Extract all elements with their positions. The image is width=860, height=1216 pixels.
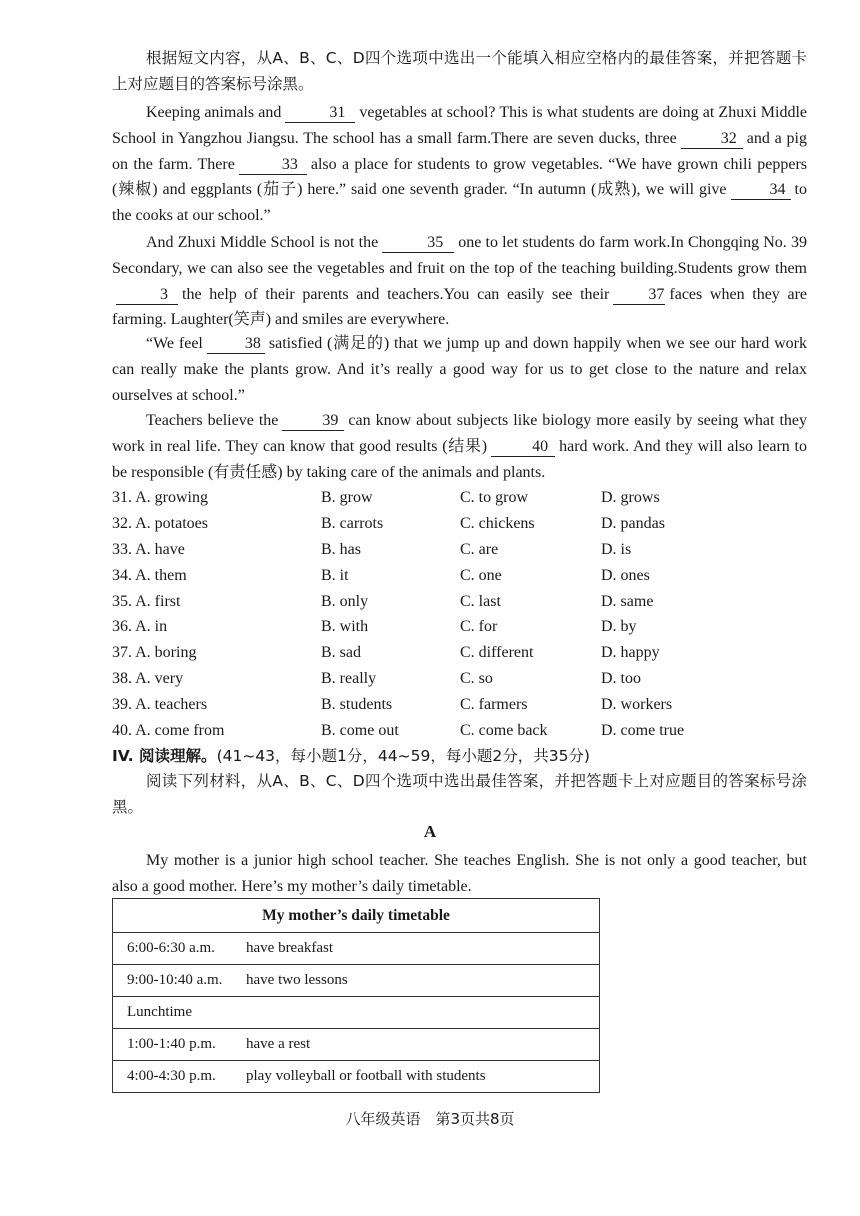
table-row — [113, 965, 600, 997]
passage-text: to the cooks at our school.” — [112, 181, 807, 225]
passage-text: vegetables at school? This is what students are doing at Zhuxi Middle School in Yangzhou Jiangsu. The school has a small farm.There are seven ducks, three — [112, 104, 807, 147]
timetable-title: My mother’s daily timetable — [113, 899, 600, 933]
options-list — [112, 485, 812, 744]
option-d: D. is — [601, 540, 632, 558]
section-scoring: (41~43，每小题1分，44~59，每小题2分，共35分) — [216, 747, 590, 765]
activity-cell: play volleyball or football with students — [246, 1068, 486, 1084]
activity-cell: have breakfast — [246, 940, 334, 956]
option-d: D. come true — [601, 722, 685, 740]
time-cell: Lunchtime — [127, 1004, 192, 1020]
question-options-39 — [112, 692, 812, 718]
option-c: C. for — [460, 618, 498, 636]
passage-a-intro: My mother is a junior high school teacher. She teaches English. She is not only a good teacher, but also a good mother. Here’s my mother’s daily timetable. — [112, 852, 807, 895]
activity-cell: have two lessons — [246, 972, 348, 988]
option-d: D. grows — [601, 489, 660, 506]
option-b: B. with — [321, 618, 369, 636]
option-d: D. pandas — [601, 514, 665, 532]
question-options-31 — [112, 485, 812, 511]
option-a: 40. A. come from — [112, 722, 225, 740]
option-b: B. has — [321, 540, 361, 558]
passage-text: Teachers believe the — [146, 412, 279, 429]
option-d: D. same — [601, 592, 654, 610]
option-c: C. last — [460, 592, 501, 610]
section-title: IV. 阅读理解。 — [112, 747, 217, 765]
option-b: B. grow — [321, 489, 373, 506]
option-a: 39. A. teachers — [112, 696, 208, 714]
passage-text: faces when they are farming. Laughter(笑声) and smiles are everywhere. — [112, 285, 807, 329]
option-a: 32. A. potatoes — [112, 514, 208, 532]
option-a: 33. A. have — [112, 540, 185, 558]
passage-paragraph-4 — [112, 408, 807, 485]
option-d: D. workers — [601, 696, 673, 714]
passage-text: one to let students do farm work.In Chongqing No. 39 Secondary, we can also see the vegetables and fruit on the top of the teaching building.Students grow them — [112, 234, 807, 277]
activity-cell: have a rest — [246, 1036, 311, 1052]
blank-36: 3 — [116, 286, 178, 305]
passage-paragraph-2 — [112, 230, 807, 333]
option-d: D. by — [601, 618, 637, 636]
option-c: C. to grow — [460, 489, 528, 506]
passage-paragraph-3 — [112, 331, 807, 408]
passage-text: “We feel — [146, 335, 203, 352]
page-footer: 八年级英语 第3页共8页 — [345, 1110, 515, 1128]
option-a: 38. A. very — [112, 670, 184, 688]
question-options-34 — [112, 563, 812, 589]
question-options-35 — [112, 589, 812, 615]
question-options-38 — [112, 666, 812, 692]
blank-33: 33 — [239, 156, 307, 175]
question-options-37 — [112, 640, 812, 666]
option-b: B. students — [321, 696, 393, 714]
section-heading — [112, 743, 590, 770]
option-b: B. carrots — [321, 514, 384, 532]
reading-instruction: 阅读下列材料，从A、B、C、D四个选项中选出最佳答案，并把答题卡上对应题目的答案标号涂黑。 — [112, 772, 807, 816]
blank-39: 39 — [282, 412, 344, 431]
question-options-40 — [112, 718, 812, 744]
passage-text: Keeping animals and — [146, 104, 282, 121]
blank-38: 38 — [207, 335, 265, 354]
blank-35: 35 — [382, 234, 454, 253]
option-d: D. happy — [601, 644, 660, 662]
time-cell: 4:00-4:30 p.m. — [127, 1068, 216, 1084]
option-a: 35. A. first — [112, 592, 181, 610]
option-a: 37. A. boring — [112, 644, 197, 662]
passage-text: also a place for students to grow vegetables. “We have grown chili peppers (辣椒) and eggplants (茄子) here.” said one seventh grader. “In autumn (成熟), we will give — [112, 155, 808, 199]
option-a: 34. A. them — [112, 566, 187, 584]
option-b: B. really — [321, 670, 377, 688]
blank-40: 40 — [491, 438, 555, 457]
option-c: C. are — [460, 540, 499, 558]
passage-text: And Zhuxi Middle School is not the — [146, 234, 379, 251]
option-a: 36. A. in — [112, 618, 168, 636]
question-options-33 — [112, 537, 812, 563]
table-row — [113, 1029, 600, 1061]
option-b: B. sad — [321, 644, 361, 662]
passage-letter: A — [423, 822, 437, 841]
time-cell: 1:00-1:40 p.m. — [127, 1036, 216, 1052]
blank-37: 37 — [613, 286, 665, 305]
passage-text: hard work. And they will also learn to be responsible (有责任感) by taking care of the animals and plants. — [112, 437, 807, 481]
blank-34: 34 — [731, 181, 791, 200]
passage-text: and a pig on the farm. There — [112, 129, 807, 173]
option-c: C. different — [460, 644, 534, 662]
timetable — [112, 898, 600, 1093]
option-a: 31. A. growing — [112, 489, 208, 506]
option-b: B. it — [321, 566, 349, 584]
passage-paragraph-1 — [112, 100, 807, 229]
question-options-36 — [112, 614, 812, 640]
option-d: D. ones — [601, 566, 650, 584]
option-d: D. too — [601, 670, 641, 688]
option-c: C. farmers — [460, 696, 528, 714]
blank-31: 31 — [285, 104, 355, 123]
blank-32: 32 — [681, 130, 743, 149]
option-b: B. come out — [321, 722, 399, 740]
passage-text: satisfied (满足的) that we jump up and down happily when we see our hard work can really make the plants grow. And it’s really a good way for us to get close to the nature and relax ourselves at school.” — [112, 335, 807, 404]
table-row — [113, 1061, 600, 1093]
time-cell: 9:00-10:40 a.m. — [127, 972, 223, 988]
passage-text: can know about subjects like biology more easily by seeing what they work in real life. They can know that good results (结果) — [112, 412, 808, 455]
option-c: C. one — [460, 566, 502, 584]
option-c: C. chickens — [460, 514, 535, 532]
time-cell: 6:00-6:30 a.m. — [127, 940, 215, 956]
option-b: B. only — [321, 592, 369, 610]
cloze-instruction: 根据短文内容，从A、B、C、D四个选项中选出一个能填入相应空格内的最佳答案，并把答题卡上对应题目的答案标号涂黑。 — [112, 49, 807, 93]
passage-text: the help of their parents and teachers.You can easily see their — [182, 285, 610, 303]
question-options-32 — [112, 511, 812, 537]
table-row — [113, 933, 600, 965]
table-row — [113, 997, 600, 1029]
option-c: C. so — [460, 670, 493, 688]
option-c: C. come back — [460, 722, 548, 740]
